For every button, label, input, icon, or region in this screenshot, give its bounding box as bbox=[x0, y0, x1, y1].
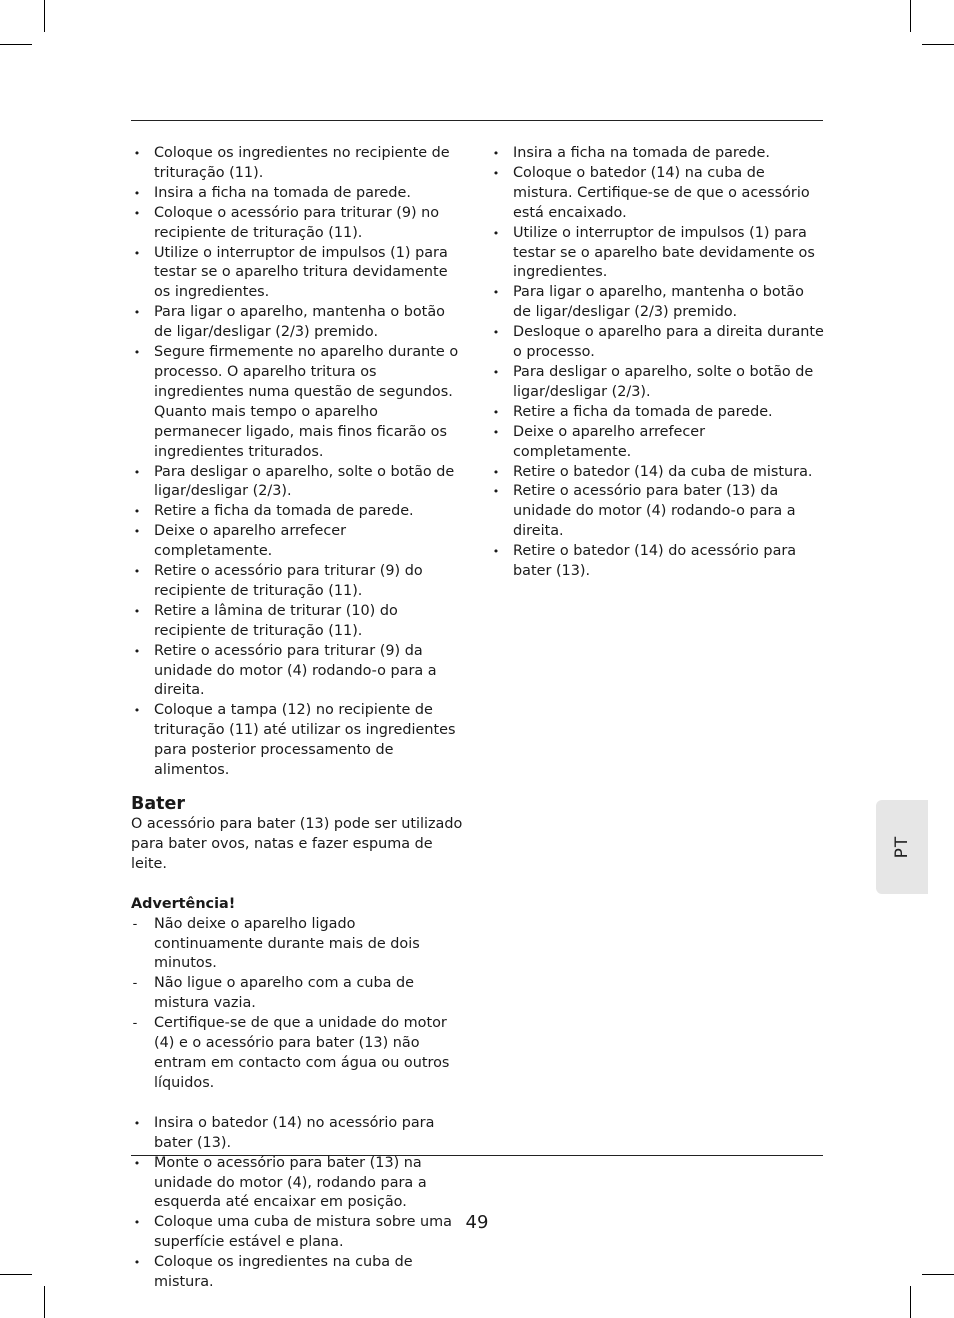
list-marker: - bbox=[132, 1016, 138, 1032]
list-item-text: Certifique-se de que a unidade do motor (4) e o acessório para bater (13) não entram em contacto com água ou outros líquidos. bbox=[154, 1015, 450, 1091]
right-column bbox=[490, 144, 826, 582]
list-item bbox=[490, 463, 826, 483]
warning-title: Advertência! bbox=[131, 895, 236, 912]
list-marker: • bbox=[133, 604, 141, 618]
page-number: 49 bbox=[465, 1212, 489, 1233]
list-item bbox=[131, 1253, 467, 1293]
list-item bbox=[131, 522, 467, 562]
crop-mark bbox=[0, 44, 32, 45]
list-item-text: Retire o batedor (14) do acessório para bater (13). bbox=[513, 543, 797, 580]
list-item-text: Não deixe o aparelho ligado continuamente durante mais de dois minutos. bbox=[154, 915, 420, 972]
list-item-text: Para desligar o aparelho, solte o botão de ligar/desligar (2/3). bbox=[154, 463, 455, 500]
section-intro: O acessório para bater (13) pode ser utilizado para bater ovos, natas e fazer espuma de leite. bbox=[131, 816, 463, 872]
list-marker: • bbox=[133, 565, 141, 579]
list-marker: • bbox=[492, 485, 500, 499]
list-item-text: Retire a ficha da tomada de parede. bbox=[513, 403, 773, 420]
chopping-steps-list bbox=[131, 144, 467, 781]
list-item-text: Insira a ficha na tomada de parede. bbox=[513, 145, 770, 161]
list-marker: • bbox=[133, 525, 141, 539]
left-column bbox=[131, 144, 467, 1293]
list-item bbox=[131, 184, 467, 204]
list-item-text: Retire o acessório para triturar (9) do recipiente de trituração (11). bbox=[154, 563, 423, 599]
list-item-text: Deixe o aparelho arrefecer completamente. bbox=[513, 423, 706, 460]
crop-mark bbox=[44, 1286, 45, 1318]
list-item bbox=[490, 224, 826, 284]
whisking-steps-list bbox=[490, 144, 826, 582]
list-item bbox=[131, 1154, 467, 1214]
list-marker: • bbox=[492, 147, 500, 160]
list-marker: • bbox=[133, 1256, 141, 1270]
list-marker: • bbox=[492, 465, 500, 479]
list-item bbox=[131, 974, 467, 1014]
spacer bbox=[131, 1094, 467, 1114]
list-item bbox=[131, 303, 467, 343]
crop-mark bbox=[44, 0, 45, 32]
list-marker: • bbox=[492, 166, 500, 180]
top-rule bbox=[131, 120, 823, 121]
list-item-text: Retire o acessório para triturar (9) da unidade do motor (4) rodando-o para a direita. bbox=[154, 642, 437, 699]
list-item-text: Insira o batedor (14) no acessório para bater (13). bbox=[154, 1114, 435, 1151]
list-item-text: Para ligar o aparelho, mantenha o botão de ligar/desligar (2/3) premido. bbox=[154, 304, 445, 341]
list-item bbox=[131, 915, 467, 975]
list-marker: • bbox=[133, 186, 141, 200]
list-marker: • bbox=[492, 545, 500, 559]
list-item bbox=[131, 1114, 467, 1154]
list-item-text: Retire a lâmina de triturar (10) do recipiente de trituração (11). bbox=[154, 602, 398, 639]
list-marker: • bbox=[133, 505, 141, 519]
list-item bbox=[131, 502, 467, 522]
list-item-text: Utilize o interruptor de impulsos (1) para testar se o aparelho bate devidamente os ingredientes. bbox=[513, 224, 815, 281]
list-marker: • bbox=[133, 147, 141, 160]
list-item bbox=[490, 323, 826, 363]
list-item bbox=[490, 283, 826, 323]
list-item-text: Retire o acessório para bater (13) da unidade do motor (4) rodando-o para a direita. bbox=[513, 483, 796, 540]
list-item-text: Coloque uma cuba de mistura sobre uma superfície estável e plana. bbox=[154, 1214, 453, 1251]
list-item-text: Coloque o acessório para triturar (9) no recipiente de trituração (11). bbox=[154, 204, 440, 241]
list-item bbox=[490, 423, 826, 463]
list-item bbox=[131, 244, 467, 304]
list-item bbox=[490, 482, 826, 542]
list-marker: • bbox=[492, 286, 500, 300]
list-marker: • bbox=[133, 206, 141, 220]
list-item-text: Coloque a tampa (12) no recipiente de trituração (11) até utilizar os ingredientes para posterior processamento de alimentos. bbox=[154, 702, 456, 779]
list-marker: • bbox=[492, 425, 500, 439]
list-item bbox=[490, 403, 826, 423]
list-marker: • bbox=[492, 365, 500, 379]
warning-list bbox=[131, 915, 467, 1094]
list-item-text: Insira a ficha na tomada de parede. bbox=[154, 184, 411, 201]
crop-mark bbox=[922, 44, 954, 45]
list-item-text: Utilize o interruptor de impulsos (1) para testar se o aparelho tritura devidamente os ingredientes. bbox=[154, 244, 448, 301]
list-marker: • bbox=[492, 326, 500, 340]
list-marker: • bbox=[133, 306, 141, 320]
language-tab-label: PT bbox=[892, 835, 912, 859]
list-item bbox=[131, 144, 467, 184]
list-marker: • bbox=[133, 346, 141, 360]
list-item-text: Deixe o aparelho arrefecer completamente. bbox=[154, 523, 347, 560]
list-item-text: Retire o batedor (14) da cuba de mistura. bbox=[513, 463, 813, 480]
crop-mark bbox=[0, 1274, 32, 1275]
list-item bbox=[490, 164, 826, 224]
list-marker: • bbox=[133, 1156, 141, 1170]
list-item-text: Para desligar o aparelho, solte o botão de ligar/desligar (2/3). bbox=[513, 363, 814, 400]
section-title: Bater bbox=[131, 794, 186, 814]
crop-mark bbox=[910, 0, 911, 32]
list-item-text: Segure firmemente no aparelho durante o processo. O aparelho tritura os ingredientes numa questão de segundos. Quanto mais tempo o aparelho permanecer ligado, mais finos ficarão os ingredientes triturados. bbox=[154, 344, 459, 460]
whisk-assembly-steps-list bbox=[131, 1114, 467, 1293]
list-item bbox=[131, 562, 467, 602]
list-marker: • bbox=[133, 644, 141, 658]
list-marker: • bbox=[133, 1216, 141, 1230]
list-item bbox=[490, 542, 826, 582]
crop-mark bbox=[910, 1286, 911, 1318]
list-item bbox=[131, 1014, 467, 1094]
list-item bbox=[490, 144, 826, 164]
crop-mark bbox=[922, 1274, 954, 1275]
list-item bbox=[131, 343, 467, 462]
list-item bbox=[490, 363, 826, 403]
list-item-text: Desloque o aparelho para a direita durante o processo. bbox=[513, 324, 824, 361]
list-item bbox=[131, 701, 467, 781]
list-item-text: Monte o acessório para bater (13) na unidade do motor (4), rodando para a esquerda até encaixar em posição. bbox=[154, 1154, 427, 1211]
list-item bbox=[131, 602, 467, 642]
list-marker: • bbox=[133, 465, 141, 479]
list-item-text: Coloque os ingredientes na cuba de mistura. bbox=[154, 1254, 413, 1291]
list-marker: - bbox=[132, 916, 138, 932]
language-tab bbox=[876, 800, 928, 894]
list-item-text: Retire a ficha da tomada de parede. bbox=[154, 503, 414, 520]
list-marker: • bbox=[133, 704, 141, 718]
list-item bbox=[131, 463, 467, 503]
list-item bbox=[131, 642, 467, 702]
list-item-text: Coloque os ingredientes no recipiente de trituração (11). bbox=[154, 145, 450, 181]
list-marker: • bbox=[133, 246, 141, 260]
list-item-text: Para ligar o aparelho, mantenha o botão de ligar/desligar (2/3) premido. bbox=[513, 284, 804, 321]
list-marker: - bbox=[132, 976, 138, 992]
list-item-text: Não ligue o aparelho com a cuba de mistura vazia. bbox=[154, 975, 414, 1012]
list-marker: • bbox=[492, 405, 500, 419]
list-item-text: Coloque o batedor (14) na cuba de mistura. Certifique-se de que o acessório está encaixado. bbox=[513, 164, 810, 221]
list-marker: • bbox=[492, 226, 500, 240]
list-marker: • bbox=[133, 1116, 141, 1130]
list-item bbox=[131, 204, 467, 244]
